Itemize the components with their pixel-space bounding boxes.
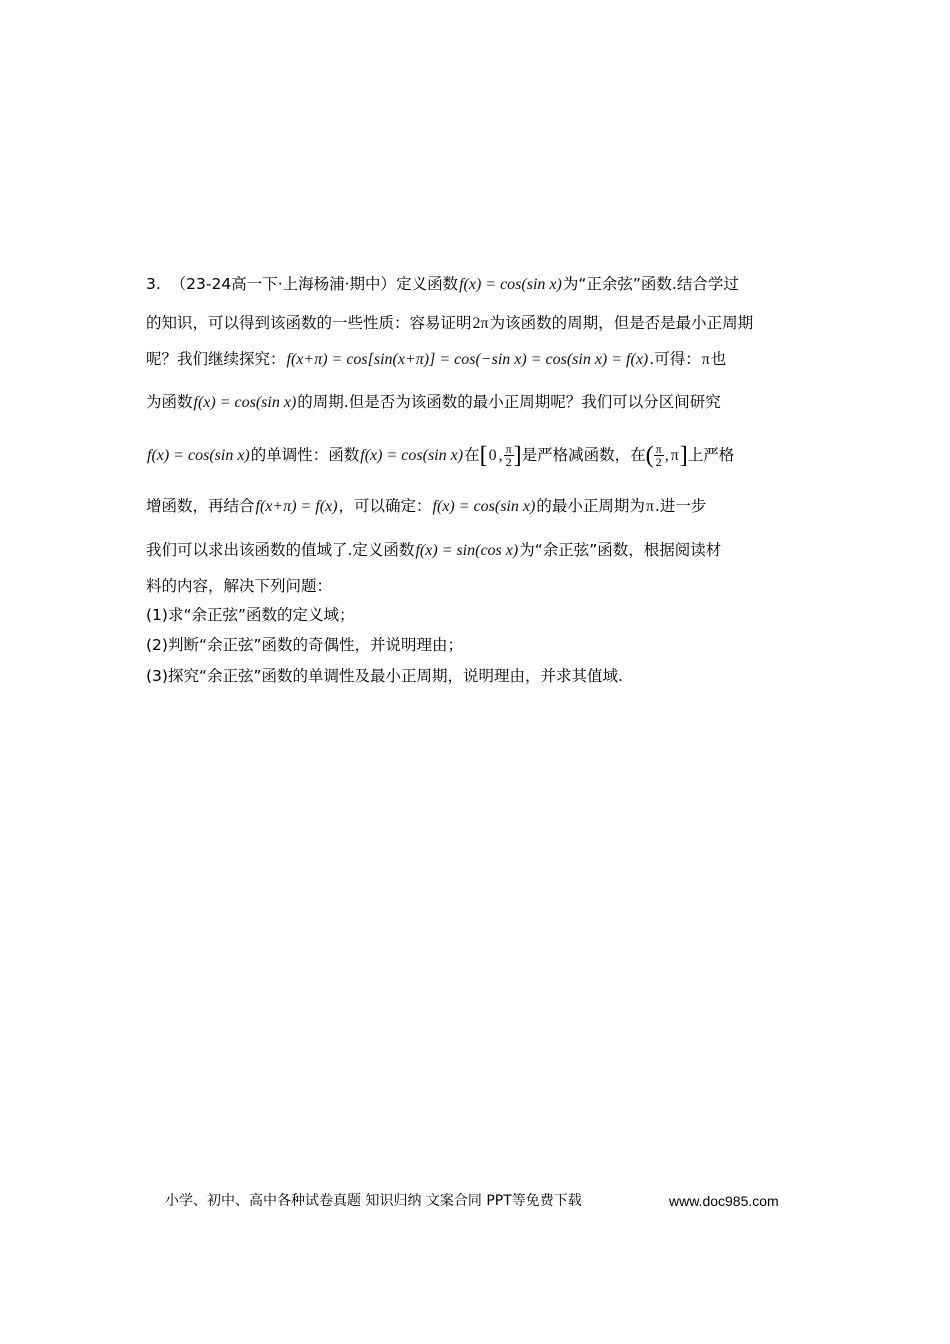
footer-text: 小学、初中、高中各种试卷真题 知识归纳 文案合同 PPT等免费下载 <box>165 1193 582 1209</box>
formula-f-cos-sin: f(x) = cos(sin x) <box>432 498 536 515</box>
text-segment: 我们可以求出该函数的值域了.定义函数 <box>146 541 415 559</box>
formula-f-cos-sin: f(x) = cos(sin x) <box>147 447 250 464</box>
formula-f-cos-sin: f(x) = cos(sin x) <box>193 394 297 411</box>
fraction-pi-over-2: $\frac{\pi}{2}$ <box>655 442 662 469</box>
text-segment: 在 <box>464 446 480 464</box>
text-segment: 为“正余弦”函数.结合学过 <box>562 275 739 293</box>
formula-f-cos-sin: f(x) = cos(sin x) <box>459 276 562 293</box>
question-3: (3)探究“余正弦”函数的单调性及最小正周期，说明理由，并求其值域. <box>146 667 623 685</box>
text-segment: 的周期.但是否为该函数的最小正周期呢？我们可以分区间研究 <box>297 393 721 411</box>
problem-line-5 <box>146 438 806 472</box>
formula-pi: π <box>701 351 710 368</box>
fraction-pi-over-2: $\frac{\pi}{2}$ <box>505 442 512 469</box>
text-segment: ，可以确定： <box>338 497 432 515</box>
text-segment: 为函数 <box>146 393 193 411</box>
formula-pi: π <box>645 498 654 515</box>
problem-line-3 <box>146 342 806 376</box>
text-segment: 增函数，再结合 <box>146 497 255 515</box>
problem-number: 3. <box>146 275 161 293</box>
text-segment: 的单调性：函数 <box>250 446 360 464</box>
question-2: (2)判断“余正弦”函数的奇偶性，并说明理由； <box>146 636 464 654</box>
interval-closed-0-half-pi: [0 , $\frac{\pi}{2}$ ] <box>479 442 522 469</box>
text-segment: 定义函数 <box>396 275 459 293</box>
text-segment: 也 <box>710 350 727 368</box>
formula-f-sin-cos: f(x) = sin(cos x) <box>415 542 519 559</box>
problem-line-1 <box>146 267 806 301</box>
text-segment: 的最小正周期为 <box>536 497 645 515</box>
page-footer <box>165 1188 805 1214</box>
text-segment: 为“余正弦”函数，根据阅读材 <box>519 541 722 559</box>
text-segment: .进一步 <box>654 497 707 515</box>
formula-f-cos-sin: f(x) = cos(sin x) <box>360 447 464 464</box>
text-segment: 呢？我们继续探究： <box>146 350 286 368</box>
text-segment: 的知识，可以得到该函数的一些性质：容易证明 <box>146 314 472 332</box>
text-segment: 上严格 <box>687 446 735 464</box>
problem-line-4 <box>146 385 806 419</box>
text-segment: 料的内容，解决下列问题： <box>146 577 333 595</box>
formula-f-shift: f(x+π) = f(x) <box>255 498 338 515</box>
interval-half-pi-pi: ( $\frac{\pi}{2}$ , π] <box>645 442 688 469</box>
problem-source: （23-24高一下·上海杨浦·期中） <box>170 275 397 293</box>
footer-site-link[interactable]: www.doc985.com <box>669 1193 779 1209</box>
text-segment: 为该函数的周期，但是否是最小正周期 <box>489 314 754 332</box>
problem-line-6 <box>146 489 806 523</box>
problem-line-7 <box>146 533 806 567</box>
text-segment: 是严格减函数，在 <box>521 446 646 464</box>
formula-2pi: 2π <box>472 315 489 332</box>
text-segment: .可得： <box>649 350 701 368</box>
formula-periodicity-proof: f(x+π) = cos[sin(x+π)] = cos(−sin x) = cos(sin x) = f(x) <box>286 351 649 368</box>
problem-line-2 <box>146 306 806 340</box>
question-1: (1)求“余正弦”函数的定义域； <box>146 606 355 624</box>
